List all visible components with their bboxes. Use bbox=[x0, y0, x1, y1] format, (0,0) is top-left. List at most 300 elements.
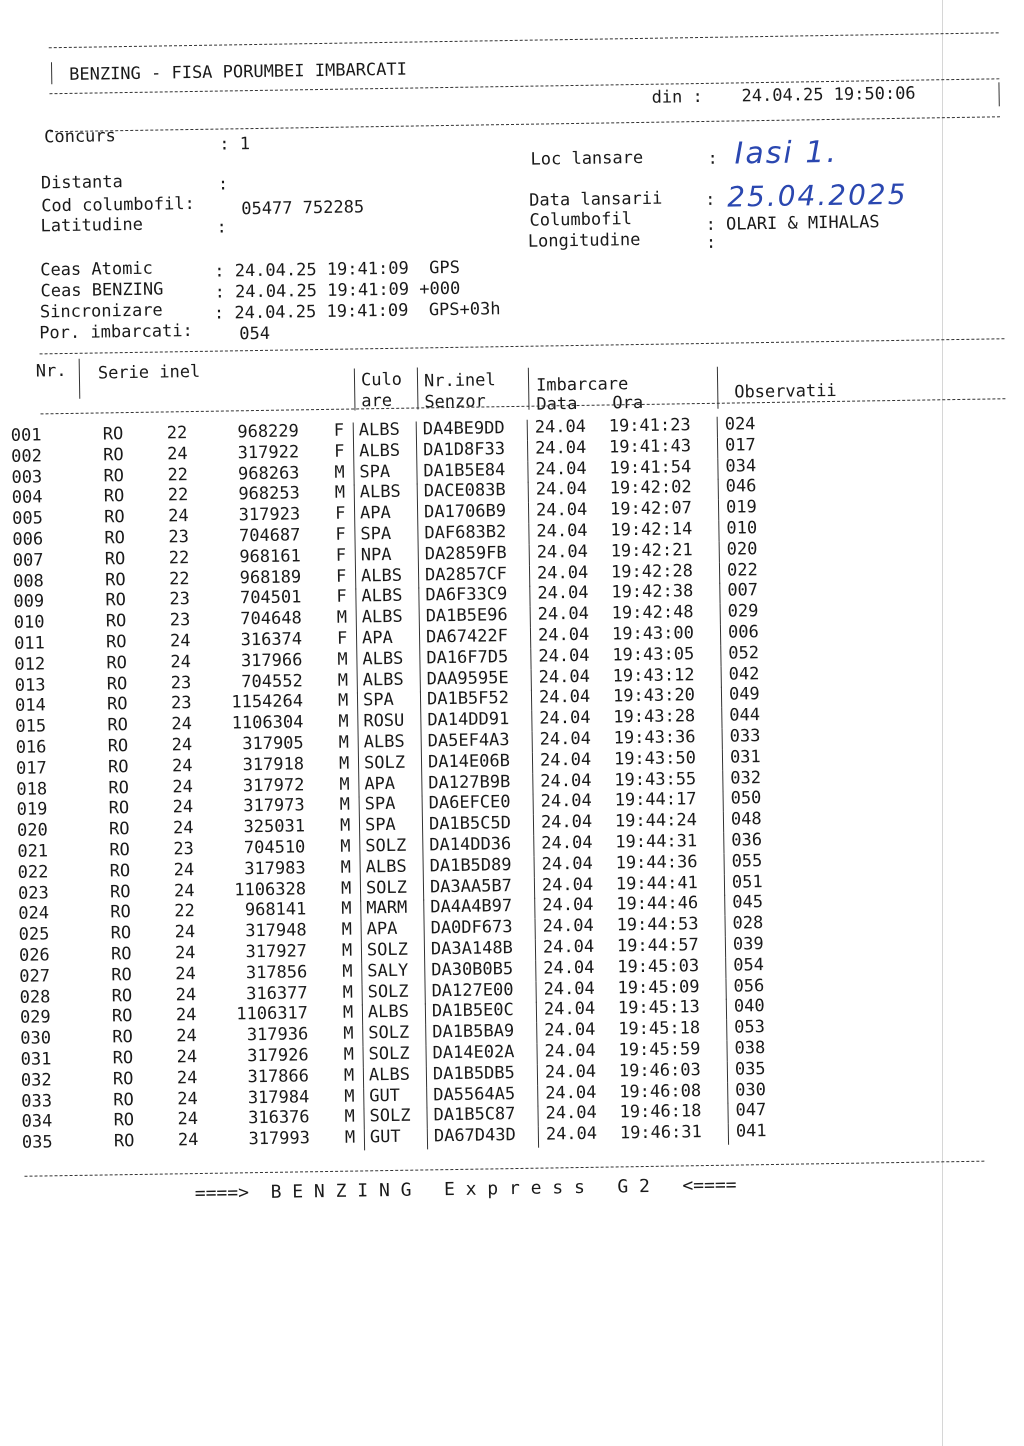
porumbei-imbarcati-label: Por. imbarcati: bbox=[39, 321, 193, 344]
row-sex: F bbox=[334, 503, 346, 524]
row-sensor-id: DA14DD91 bbox=[427, 709, 510, 731]
row-ring-number: 704510 bbox=[243, 837, 306, 859]
col-nr: Nr. bbox=[35, 361, 67, 382]
column-header-bottom-rule bbox=[40, 393, 1005, 415]
row-ring-number: 1106317 bbox=[236, 1003, 309, 1025]
row-sex: F bbox=[335, 545, 347, 566]
row-sensor-id: DA5564A5 bbox=[433, 1083, 516, 1105]
row-year: 24 bbox=[173, 880, 195, 901]
row-date: 24.04 bbox=[545, 1103, 597, 1124]
row-sex: M bbox=[342, 1002, 354, 1024]
row-ring-number: 968263 bbox=[237, 462, 300, 484]
row-separator bbox=[422, 817, 423, 838]
row-color: SPA bbox=[359, 461, 391, 483]
row-sensor-id: DA14E06B bbox=[427, 750, 511, 773]
row-color: ALBS bbox=[359, 482, 401, 503]
row-sex: M bbox=[340, 857, 352, 878]
row-nr: 030 bbox=[20, 1028, 52, 1049]
row-color: GUT bbox=[369, 1127, 401, 1148]
ceas-benzing-label: Ceas BENZING bbox=[40, 279, 164, 302]
col-sep-4 bbox=[528, 368, 530, 410]
concurs-label: Concurs bbox=[44, 126, 116, 148]
row-separator bbox=[356, 651, 357, 672]
row-sex: M bbox=[339, 794, 351, 816]
row-date: 24.04 bbox=[540, 811, 593, 833]
row-sensor-id: DA3A148B bbox=[430, 938, 514, 960]
row-nr: 004 bbox=[11, 487, 43, 509]
row-separator bbox=[422, 796, 423, 817]
row-sex: F bbox=[336, 628, 348, 649]
row-ring-number: 704648 bbox=[240, 608, 302, 630]
row-time: 19:45:13 bbox=[617, 997, 700, 1019]
row-time: 19:44:53 bbox=[616, 914, 699, 936]
row-color: ALBS bbox=[361, 606, 403, 628]
row-separator bbox=[530, 649, 531, 670]
ceas-atomic-value: : 24.04.25 19:41:09 GPS bbox=[214, 257, 461, 282]
row-year: 24 bbox=[174, 943, 196, 964]
row-nr: 032 bbox=[20, 1070, 52, 1091]
row-sex: M bbox=[338, 753, 350, 774]
row-observation: 053 bbox=[734, 1017, 766, 1038]
row-color: SPA bbox=[364, 794, 396, 815]
row-country: RO bbox=[113, 1131, 135, 1152]
din-label: din : bbox=[651, 86, 703, 108]
row-color: ALBS bbox=[362, 669, 404, 690]
row-date: 24.04 bbox=[539, 728, 592, 750]
row-country: RO bbox=[110, 902, 131, 923]
row-separator bbox=[718, 521, 719, 542]
row-separator bbox=[531, 669, 532, 690]
row-separator bbox=[728, 1124, 729, 1145]
row-color: SOLZ bbox=[367, 981, 409, 1002]
row-sensor-id: DA6F33C9 bbox=[425, 584, 508, 606]
row-separator bbox=[357, 714, 358, 735]
row-separator bbox=[718, 479, 719, 500]
row-color: ALBS bbox=[361, 586, 403, 607]
row-time: 19:43:05 bbox=[612, 643, 695, 666]
row-sex: M bbox=[339, 815, 351, 836]
row-country: RO bbox=[109, 881, 131, 902]
distanta-label: Distanta bbox=[40, 172, 123, 194]
row-observation: 049 bbox=[728, 684, 760, 706]
col-data: Data bbox=[536, 393, 578, 415]
row-separator bbox=[424, 941, 425, 962]
row-observation: 045 bbox=[732, 892, 764, 913]
row-separator bbox=[360, 901, 361, 922]
row-date: 24.04 bbox=[535, 500, 588, 521]
col-nrinel-2: Senzor bbox=[424, 391, 486, 413]
row-ring-number: 968189 bbox=[239, 566, 302, 588]
longitudine-colon: : bbox=[705, 232, 717, 253]
concurs-value: : 1 bbox=[219, 134, 251, 155]
row-observation: 050 bbox=[730, 788, 762, 810]
row-sex: M bbox=[341, 940, 353, 961]
row-sex: F bbox=[335, 524, 346, 545]
row-year: 24 bbox=[172, 818, 194, 839]
row-year: 24 bbox=[176, 1026, 197, 1047]
row-separator bbox=[361, 963, 362, 984]
row-separator bbox=[719, 583, 720, 604]
row-separator bbox=[717, 417, 718, 438]
row-time: 19:44:17 bbox=[614, 789, 697, 811]
row-country: RO bbox=[113, 1110, 135, 1131]
row-country: RO bbox=[111, 964, 132, 986]
row-sensor-id: DA14DD36 bbox=[429, 834, 512, 856]
row-observation: 047 bbox=[735, 1100, 767, 1121]
row-color: ALBS bbox=[358, 419, 400, 441]
row-separator bbox=[363, 1109, 364, 1130]
row-separator bbox=[359, 797, 360, 818]
row-separator bbox=[725, 937, 726, 958]
row-nr: 013 bbox=[14, 674, 46, 696]
row-sensor-id: DA1D8F33 bbox=[422, 438, 506, 461]
row-time: 19:44:36 bbox=[615, 851, 698, 874]
row-ring-number: 968253 bbox=[238, 483, 300, 505]
row-sensor-id: DA127E00 bbox=[431, 979, 514, 1001]
row-separator bbox=[356, 630, 357, 651]
row-separator bbox=[417, 525, 418, 546]
row-time: 19:42:02 bbox=[609, 477, 692, 499]
row-observation: 039 bbox=[732, 934, 764, 955]
row-separator bbox=[531, 690, 532, 711]
row-separator bbox=[534, 898, 535, 919]
row-ring-number: 317936 bbox=[246, 1024, 309, 1046]
columbofil-value: : OLARI & MIHALAS bbox=[705, 212, 880, 235]
row-time: 19:42:38 bbox=[611, 581, 694, 603]
row-year: 24 bbox=[173, 859, 195, 881]
row-separator bbox=[727, 1103, 728, 1124]
row-observation: 028 bbox=[732, 913, 764, 934]
row-separator bbox=[532, 773, 533, 794]
row-date: 24.04 bbox=[540, 770, 592, 792]
row-sex: F bbox=[333, 420, 345, 441]
row-color: APA bbox=[364, 773, 396, 794]
row-time: 19:45:03 bbox=[617, 955, 700, 978]
row-observation: 032 bbox=[730, 767, 762, 789]
row-country: RO bbox=[104, 528, 126, 549]
row-sensor-id: DAF683B2 bbox=[424, 522, 507, 544]
row-year: 23 bbox=[170, 693, 192, 714]
row-color: APA bbox=[366, 919, 398, 940]
row-nr: 019 bbox=[16, 799, 48, 821]
row-year: 22 bbox=[168, 547, 190, 569]
row-date: 24.04 bbox=[541, 874, 594, 896]
row-country: RO bbox=[103, 486, 125, 507]
row-date: 24.04 bbox=[536, 541, 589, 563]
row-year: 24 bbox=[174, 922, 196, 943]
row-observation: 024 bbox=[724, 414, 756, 435]
row-separator bbox=[362, 1046, 363, 1067]
row-country: RO bbox=[106, 652, 128, 674]
row-separator bbox=[533, 815, 534, 836]
row-date: 24.04 bbox=[538, 687, 591, 709]
row-observation: 017 bbox=[724, 434, 756, 456]
row-ring-number: 704501 bbox=[239, 587, 302, 609]
row-separator bbox=[527, 441, 528, 462]
row-date: 24.04 bbox=[541, 853, 593, 875]
row-year: 24 bbox=[167, 506, 189, 527]
row-separator bbox=[359, 818, 360, 839]
row-separator bbox=[362, 1005, 363, 1026]
row-ring-number: 317856 bbox=[245, 962, 308, 984]
row-separator bbox=[723, 812, 724, 833]
row-country: RO bbox=[104, 569, 126, 591]
row-nr: 012 bbox=[14, 654, 46, 675]
row-ring-number: 316376 bbox=[248, 1107, 310, 1129]
row-separator bbox=[423, 858, 424, 879]
row-observation: 006 bbox=[727, 622, 759, 643]
row-date: 24.04 bbox=[540, 791, 593, 812]
distanta-colon: : bbox=[217, 174, 229, 195]
row-sex: M bbox=[343, 1044, 355, 1065]
row-color: ALBS bbox=[363, 731, 405, 753]
row-separator bbox=[358, 734, 359, 755]
row-time: 19:45:09 bbox=[617, 976, 700, 999]
row-separator bbox=[529, 545, 530, 566]
row-ring-number: 317866 bbox=[247, 1066, 310, 1088]
row-separator bbox=[420, 713, 421, 734]
row-nr: 016 bbox=[15, 737, 47, 758]
row-color: GUT bbox=[369, 1085, 401, 1106]
row-separator bbox=[361, 942, 362, 963]
row-date: 24.04 bbox=[545, 1123, 598, 1145]
row-year: 23 bbox=[169, 610, 191, 631]
row-color: SOLZ bbox=[363, 752, 406, 774]
row-sex: M bbox=[342, 961, 353, 982]
row-color: SPA bbox=[364, 815, 396, 836]
row-time: 19:42:07 bbox=[609, 498, 693, 520]
row-time: 19:44:57 bbox=[616, 935, 699, 957]
row-date: 24.04 bbox=[542, 936, 595, 958]
row-sex: M bbox=[340, 836, 351, 857]
row-separator bbox=[425, 1045, 426, 1066]
row-year: 24 bbox=[176, 1047, 198, 1068]
row-nr: 024 bbox=[18, 903, 50, 925]
col-culoare-1: Culo bbox=[360, 369, 403, 391]
row-country: RO bbox=[105, 632, 127, 653]
row-year: 22 bbox=[168, 568, 190, 590]
row-ring-number: 968229 bbox=[237, 421, 299, 443]
row-separator bbox=[528, 503, 529, 524]
row-separator bbox=[532, 732, 533, 753]
row-separator bbox=[528, 482, 529, 503]
col-ora: Ora bbox=[612, 392, 644, 414]
row-year: 22 bbox=[167, 464, 189, 486]
row-year: 24 bbox=[177, 1088, 198, 1109]
row-nr: 023 bbox=[17, 882, 49, 904]
row-year: 22 bbox=[166, 423, 188, 444]
row-country: RO bbox=[110, 944, 132, 965]
row-ring-number: 317972 bbox=[242, 774, 305, 796]
row-sensor-id: DA1706B9 bbox=[423, 501, 507, 523]
row-time: 19:44:31 bbox=[615, 831, 698, 853]
row-year: 23 bbox=[173, 839, 195, 860]
cod-columbofil-value: 05477 752285 bbox=[241, 197, 365, 220]
row-observation: 019 bbox=[725, 497, 757, 518]
row-separator bbox=[720, 625, 721, 646]
title-left-bar bbox=[51, 62, 52, 84]
row-separator bbox=[355, 568, 356, 589]
row-separator bbox=[721, 666, 722, 687]
row-sex: M bbox=[344, 1106, 355, 1128]
row-separator bbox=[419, 650, 420, 671]
header-rule bbox=[50, 116, 1000, 132]
row-separator bbox=[536, 1044, 537, 1065]
row-separator bbox=[356, 610, 357, 631]
row-separator bbox=[357, 672, 358, 693]
row-ring-number: 317918 bbox=[242, 754, 305, 776]
row-separator bbox=[364, 1130, 365, 1151]
row-year: 24 bbox=[166, 443, 188, 465]
row-separator bbox=[530, 607, 531, 628]
row-observation: 036 bbox=[731, 830, 763, 851]
row-separator bbox=[423, 900, 424, 921]
row-ring-number: 317983 bbox=[244, 858, 306, 880]
row-country: RO bbox=[106, 694, 128, 715]
row-separator bbox=[724, 874, 725, 895]
row-time: 19:43:20 bbox=[612, 685, 696, 707]
row-sensor-id: DACE083B bbox=[423, 480, 506, 502]
row-time: 19:41:23 bbox=[608, 415, 691, 437]
row-color: SOLZ bbox=[369, 1106, 411, 1127]
row-separator bbox=[727, 1082, 728, 1103]
row-date: 24.04 bbox=[544, 1019, 596, 1041]
row-observation: 052 bbox=[728, 642, 760, 664]
row-separator bbox=[535, 981, 536, 1002]
row-separator bbox=[718, 500, 719, 521]
row-separator bbox=[354, 485, 355, 506]
row-nr: 031 bbox=[20, 1049, 52, 1070]
row-color: SOLZ bbox=[366, 939, 409, 961]
row-observation: 035 bbox=[734, 1058, 766, 1080]
row-sex: F bbox=[336, 587, 347, 608]
row-color: ALBS bbox=[358, 440, 401, 462]
row-separator bbox=[360, 880, 361, 901]
row-ring-number: 704552 bbox=[241, 670, 303, 692]
row-country: RO bbox=[108, 777, 130, 798]
row-country: RO bbox=[109, 840, 131, 861]
row-ring-number: 316374 bbox=[240, 629, 303, 651]
row-country: RO bbox=[111, 985, 133, 1006]
row-sensor-id: DA1B5C5D bbox=[428, 813, 512, 835]
row-date: 24.04 bbox=[537, 583, 589, 605]
row-sex: M bbox=[337, 649, 348, 670]
row-separator bbox=[534, 857, 535, 878]
row-color: ALBS bbox=[368, 1064, 411, 1086]
row-color: ALBS bbox=[360, 565, 403, 586]
row-separator bbox=[358, 776, 359, 797]
row-nr: 006 bbox=[12, 529, 44, 550]
row-sex: M bbox=[344, 1086, 355, 1107]
row-sensor-id: DA3AA5B7 bbox=[429, 875, 513, 897]
row-nr: 009 bbox=[13, 591, 45, 613]
row-country: RO bbox=[103, 444, 124, 466]
row-separator bbox=[420, 692, 421, 713]
row-sex: F bbox=[335, 566, 347, 587]
row-country: RO bbox=[107, 736, 129, 757]
row-year: 24 bbox=[177, 1109, 199, 1130]
row-nr: 034 bbox=[21, 1111, 53, 1133]
col-observatii: Observatii bbox=[734, 380, 837, 403]
row-separator bbox=[717, 458, 718, 479]
row-color: SPA bbox=[362, 690, 394, 711]
row-sensor-id: DA1B5E84 bbox=[423, 459, 506, 481]
row-color: APA bbox=[359, 503, 391, 524]
row-time: 19:46:18 bbox=[619, 1101, 702, 1123]
row-nr: 021 bbox=[17, 841, 49, 862]
row-separator bbox=[355, 547, 356, 568]
row-sex: F bbox=[333, 441, 345, 462]
row-sensor-id: DA1B5DB5 bbox=[432, 1062, 515, 1085]
row-separator bbox=[418, 588, 419, 609]
loc-lansare-label: Loc lansare bbox=[530, 147, 644, 170]
row-ring-number: 317966 bbox=[240, 650, 303, 672]
row-separator bbox=[421, 733, 422, 754]
row-time: 19:44:41 bbox=[615, 872, 698, 895]
row-separator bbox=[717, 438, 718, 459]
row-time: 19:41:54 bbox=[609, 456, 692, 479]
row-nr: 001 bbox=[10, 425, 42, 446]
row-time: 19:43:36 bbox=[613, 727, 696, 749]
row-separator bbox=[528, 524, 529, 545]
row-observation: 054 bbox=[733, 954, 765, 976]
row-separator bbox=[422, 837, 423, 858]
row-separator bbox=[538, 1127, 539, 1148]
row-date: 24.04 bbox=[542, 895, 594, 916]
row-sex: M bbox=[344, 1127, 356, 1148]
row-year: 24 bbox=[172, 797, 194, 818]
col-sep-3 bbox=[417, 367, 419, 409]
row-date: 24.04 bbox=[541, 832, 593, 854]
row-time: 19:43:12 bbox=[612, 664, 695, 687]
row-nr: 002 bbox=[11, 446, 43, 467]
row-separator bbox=[419, 629, 420, 650]
data-lansarii-label: Data lansarii bbox=[529, 188, 663, 211]
row-ring-number: 968161 bbox=[239, 546, 301, 568]
row-ring-number: 325031 bbox=[243, 816, 306, 838]
row-separator bbox=[721, 708, 722, 729]
row-ring-number: 317926 bbox=[247, 1045, 309, 1067]
row-year: 22 bbox=[167, 485, 189, 506]
row-color: ALBS bbox=[365, 856, 407, 878]
row-separator bbox=[723, 854, 724, 875]
row-ring-number: 1154264 bbox=[231, 691, 304, 713]
row-sex: M bbox=[340, 878, 352, 899]
row-year: 24 bbox=[171, 735, 193, 756]
row-time: 19:44:46 bbox=[616, 893, 699, 915]
row-year: 24 bbox=[175, 1005, 197, 1026]
row-date: 24.04 bbox=[536, 562, 589, 584]
row-color: SOLZ bbox=[368, 1043, 410, 1065]
longitudine-label: Longitudine bbox=[527, 229, 641, 252]
row-nr: 025 bbox=[18, 924, 50, 946]
row-country: RO bbox=[105, 611, 127, 632]
row-observation: 022 bbox=[726, 559, 758, 581]
col-nrinel-1: Nr.inel bbox=[423, 370, 496, 392]
row-separator bbox=[418, 546, 419, 567]
row-time: 19:42:21 bbox=[610, 539, 693, 562]
row-separator bbox=[354, 506, 355, 527]
row-observation: 030 bbox=[735, 1079, 767, 1101]
row-sensor-id: DA1B5D89 bbox=[429, 854, 512, 877]
row-date: 24.04 bbox=[539, 749, 592, 771]
row-year: 24 bbox=[175, 963, 196, 985]
row-nr: 003 bbox=[11, 466, 43, 488]
row-color: ALBS bbox=[362, 648, 404, 670]
row-sensor-id: DA1B5F52 bbox=[426, 688, 510, 710]
row-separator bbox=[721, 687, 722, 708]
row-year: 24 bbox=[172, 776, 194, 797]
